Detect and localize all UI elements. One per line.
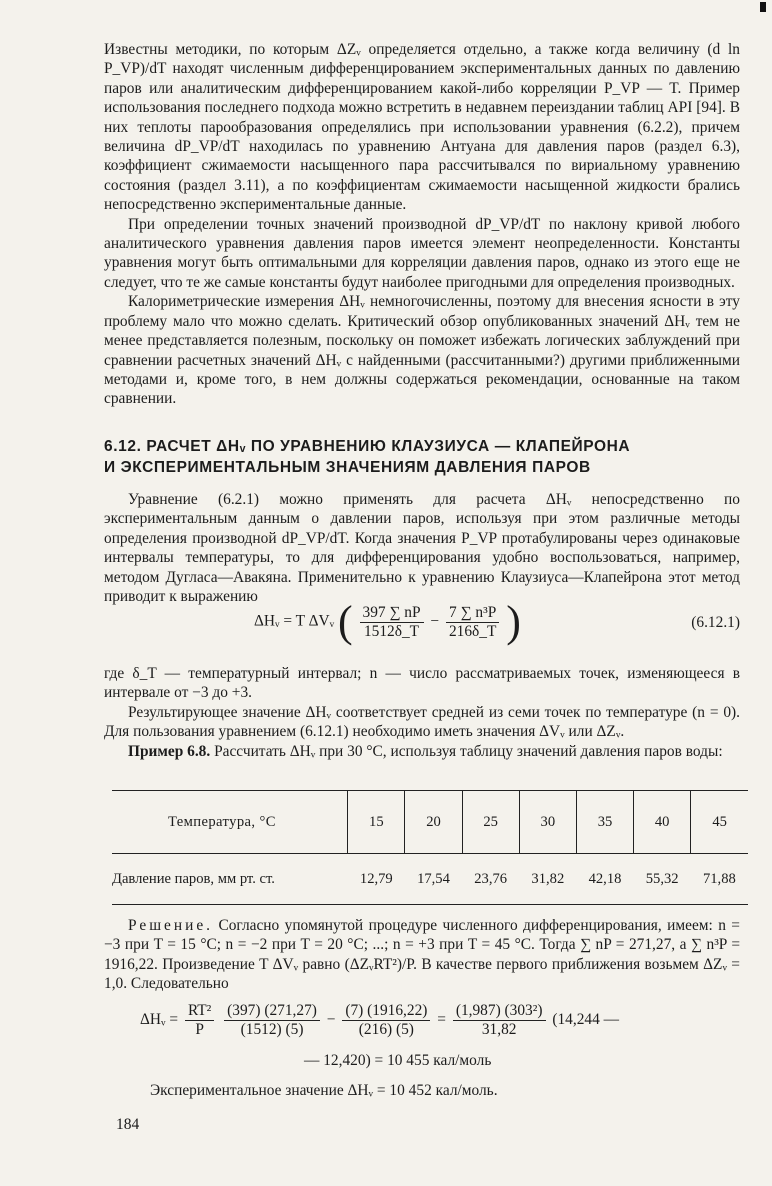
solution-paragraph (104, 916, 740, 994)
calc-num-2: (397) (271,27) (224, 1002, 320, 1021)
calc-fraction-3 (342, 1002, 430, 1039)
calc-num-3: (7) (1916,22) (342, 1002, 430, 1021)
table-cell: 45 (691, 791, 748, 854)
scan-speck (760, 2, 766, 12)
table-row (112, 854, 748, 905)
example-label: Пример 6.8. (128, 742, 211, 760)
table-cell: 31,82 (519, 854, 576, 905)
calc-fraction-1 (185, 1002, 214, 1039)
table-cell: 25 (462, 791, 519, 854)
solution-body: Согласно упомянутой процедуре численного дифференцирования, имеем: n = −3 при T = 15 °C; n = −2 при T = 20 °C; ...; n = +3 при T = 45 °C. Тогда ∑ nP = 271,27, а ∑ n³P = 1916,22. Произведение T ΔVᵥ равно (ΔZᵥRT²)/P. В качестве первого приближения возьмем ΔZᵥ = 1,0. Следовательно (104, 917, 740, 993)
table-cell: 35 (576, 791, 633, 854)
table-cell: 40 (634, 791, 691, 854)
vapor-pressure-table (112, 790, 748, 905)
equation-lhs: ΔHᵥ = T ΔVᵥ (254, 612, 335, 630)
equation-num-1: 397 ∑ nP (360, 604, 424, 623)
equation-fraction-2 (446, 604, 499, 641)
paragraph-2: При определении точных значений производной dP_VP/dT по наклону кривой любого аналитического уравнения давления паров имеется элемент неопределенности. Константы уравнения могут быть оптимальными для корреляции давления паров, однако из этого еще не следует, что те же самые константы будут наиболее пригодными для определения производных. (104, 215, 740, 291)
calc-num-1: RT² (185, 1002, 214, 1021)
solution-label: Решение. (128, 917, 214, 934)
table-header-label: Температура, °C (112, 791, 348, 854)
paragraph-4: Уравнение (6.2.1) можно применять для расчета ΔHᵥ непосредственно по экспериментальным данным о давлении паров, используя при этом различные методы определения производной dP_VP/dT. Когда значения P_VP протабулированы через одинаковые интервалы температуры, то для дифференцирования удобно воспользоваться, например, методом Дугласа—Авакяна. Применительно к уравнению Клаузиуса—Клапейрона этот метод приводит к выражению (104, 491, 740, 606)
heading-line-1: 6.12. РАСЧЕТ ΔHᵥ ПО УРАВНЕНИЮ КЛАУЗИУСА — КЛАПЕЙРОНА (104, 438, 631, 455)
example-text: Рассчитать ΔHᵥ при 30 °C, используя таблицу значений давления паров воды: (214, 742, 723, 760)
intro-text (104, 40, 740, 409)
after-equation-text (104, 664, 740, 761)
heading-line-2: И ЭКСПЕРИМЕНТАЛЬНЫМ ЗНАЧЕНИЯМ ДАВЛЕНИЯ ПАРОВ (104, 459, 591, 476)
table-cell: 20 (405, 791, 462, 854)
table-cell: 23,76 (462, 854, 519, 905)
section-heading (104, 436, 740, 478)
table-header-row (112, 791, 748, 854)
paragraph-3: Калориметрические измерения ΔHᵥ немногочисленны, поэтому для внесения ясности в эту проблему мало что можно сделать. Критический обзор опубликованных значений ΔHᵥ тем не менее представляется полезным, поскольку он поможет избежать логических заблуждений при сравнении расчетных значений ΔHᵥ с найденными (рассчитанными?) другими приближенными методами и, кроме того, в нем должны содержаться рекомендации, основанные на таком сравнении. (104, 293, 740, 408)
calc-den-1: P (195, 1021, 204, 1038)
experimental-value: Экспериментальное значение ΔHᵥ = 10 452 кал/моль. (150, 1082, 498, 1099)
example-6-8 (104, 742, 740, 761)
table-cell: 42,18 (576, 854, 633, 905)
calc-den-3: (216) (5) (358, 1021, 414, 1038)
calc-num-4: (1,987) (303²) (453, 1002, 546, 1021)
table-row-label: Давление паров, мм рт. ст. (112, 854, 348, 905)
table-cell: 17,54 (405, 854, 462, 905)
table-cell: 12,79 (348, 854, 405, 905)
equation-den-2: 216δ_T (448, 622, 497, 640)
table-cell: 55,32 (634, 854, 691, 905)
paragraph-5: где δ_T — температурный интервал; n — число рассматриваемых точек, изменяющееся в интервале от −3 до +3. (104, 665, 740, 702)
calculation-equation: ΔHᵥ = $\frac{\text{RT²}}{P}$ $\frac{(397) (271,27)}{(1512) (5)}$ − $\frac{(7) (1916,22)}{(216) (5)}$ = $\frac{\text{(1,987) (303²)}}{31,82}$ (14,244 — (140, 1002, 620, 1038)
calc-fraction-4 (453, 1002, 546, 1039)
equation-fraction-1 (360, 604, 424, 641)
calc-result-line: — 12,420) = 10 455 кал/моль (304, 1052, 492, 1069)
equation-den-1: 1512δ_T (363, 622, 420, 640)
calc-den-4: 31,82 (481, 1021, 517, 1038)
calc-den-2: (1512) (5) (240, 1021, 304, 1038)
calc-tail: (14,244 — (552, 1011, 620, 1029)
table-cell: 71,88 (691, 854, 748, 905)
solution-text (104, 916, 740, 994)
table-cell: 15 (348, 791, 405, 854)
calc-fraction-2 (224, 1002, 320, 1039)
paragraph-1: Известны методики, по которым ΔZᵥ определяется отдельно, а также когда величину (d ln P_VP)/dT находят численным дифференцированием экспериментальных данных по давлению паров или аналитическим дифференцированием какой-либо корреляции P_VP — T. Пример использования последнего подхода можно встретить в недавнем переиздании таблиц API [94]. В них теплоты парообразования определялись при использовании уравнения (6.2.2), причем величина dP_VP/dT находилась по уравнению Антуана для давления паров (раздел 6.3), коэффициент сжимаемости насыщенного пара рассчитывался по вириальному уравнению состояния (раздел 3.11), а по коэффициентам сжимаемости насыщенной жидкости брались непосредственно экспериментальные данные. (104, 41, 740, 214)
calc-lhs: ΔHᵥ = (140, 1011, 179, 1029)
table-cell: 30 (519, 791, 576, 854)
equation-num-2: 7 ∑ n³P (446, 604, 499, 623)
equation-6-12-1: ΔHᵥ = T ΔVᵥ ( $\frac{397 \sum nP}{1512\delta\_T}$ − $\frac{\text{7 ∑ n³P}}{216\delta\_T}$ ) (6.12.1) (254, 597, 740, 646)
paragraph-6: Результирующее значение ΔHᵥ соответствует средней из семи точек по температуре (n = 0). Для пользования уравнением (6.12.1) необходимо иметь значения ΔVᵥ или ΔZᵥ. (104, 703, 740, 741)
equation-number: (6.12.1) (691, 614, 740, 631)
page-number: 184 (116, 1116, 140, 1133)
section-text (104, 490, 740, 606)
